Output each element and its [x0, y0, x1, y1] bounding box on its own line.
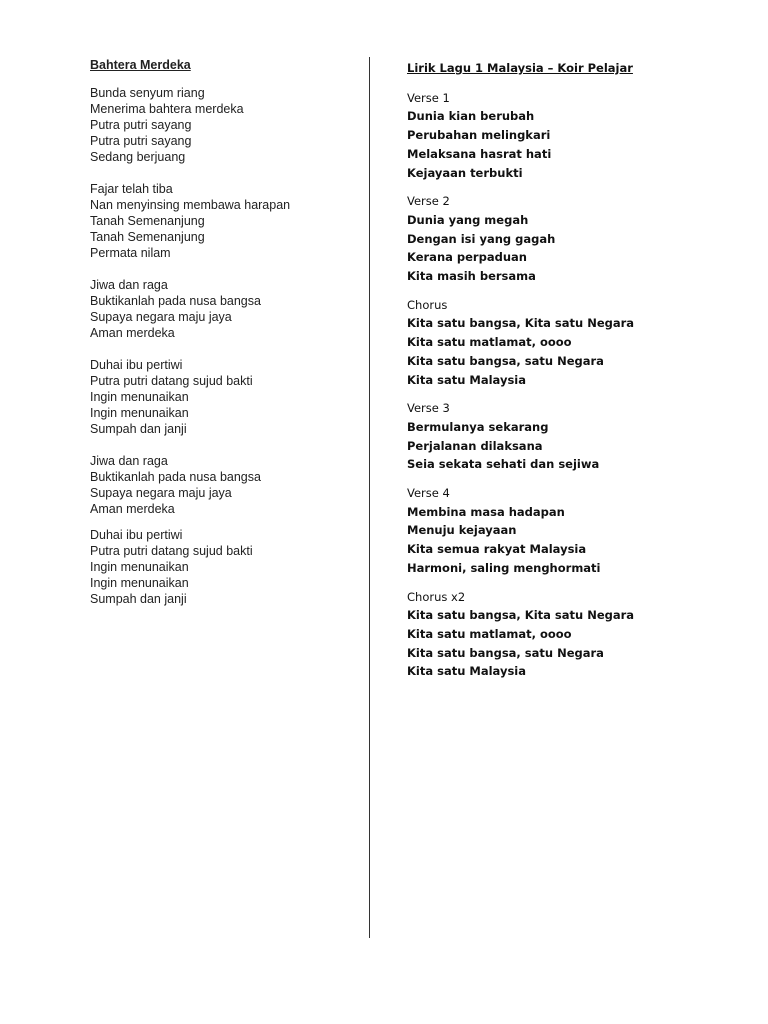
- lyric-line: Kerana perpaduan: [407, 250, 527, 265]
- lyric-line: Tanah Semenanjung: [90, 230, 205, 244]
- lyric-line: Permata nilam: [90, 246, 171, 260]
- verse-2-section: [407, 192, 747, 286]
- lyric-line: Aman merdeka: [90, 326, 175, 340]
- section-heading: Chorus: [407, 297, 448, 312]
- lyric-line: Dunia yang megah: [407, 212, 529, 227]
- lyric-line: Sumpah dan janji: [90, 422, 187, 436]
- lyric-line: Supaya negara maju jaya: [90, 486, 232, 500]
- lyric-line: Kita satu Malaysia: [407, 372, 527, 387]
- lyric-line: Kejayaan terbukti: [407, 165, 523, 180]
- lyric-line: Bermulanya sekarang: [407, 419, 549, 434]
- column-divider: [369, 57, 370, 938]
- section-heading: Verse 3: [407, 401, 450, 416]
- left-stanza-3: [90, 277, 360, 341]
- lyric-line: Kita satu matlamat, oooo: [407, 626, 572, 641]
- left-stanza-2: [90, 181, 360, 261]
- lyric-line: Duhai ibu pertiwi: [90, 358, 183, 372]
- lyric-line: Ingin menunaikan: [90, 576, 189, 590]
- lyric-line: Kita satu bangsa, satu Negara: [407, 353, 604, 368]
- lyric-line: Bunda senyum riang: [90, 86, 205, 100]
- lyric-line: Tanah Semenanjung: [90, 214, 205, 228]
- lyric-line: Dunia kian berubah: [407, 109, 535, 124]
- section-heading: Verse 2: [407, 194, 450, 209]
- lyric-line: Fajar telah tiba: [90, 182, 173, 196]
- lyric-line: Sedang berjuang: [90, 150, 186, 164]
- right-song-title: Lirik Lagu 1 Malaysia – Koir Pelajar: [407, 61, 633, 75]
- lyric-line: Ingin menunaikan: [90, 406, 189, 420]
- left-stanza-1: [90, 85, 360, 165]
- section-heading: Verse 1: [407, 90, 450, 105]
- verse-1-section: [407, 89, 747, 183]
- section-heading: Verse 4: [407, 486, 450, 501]
- left-song-title: Bahtera Merdeka: [90, 58, 191, 72]
- lyric-line: Kita semua rakyat Malaysia: [407, 542, 587, 557]
- lyric-line: Putra putri datang sujud bakti: [90, 374, 253, 388]
- verse-3-section: [407, 399, 747, 474]
- lyric-line: Seia sekata sehati dan sejiwa: [407, 457, 600, 472]
- lyric-line: Putra putri sayang: [90, 134, 192, 148]
- left-stanza-4: [90, 357, 360, 437]
- lyric-line: Supaya negara maju jaya: [90, 310, 232, 324]
- lyric-line: Menerima bahtera merdeka: [90, 102, 244, 116]
- lyric-line: Kita masih bersama: [407, 269, 536, 284]
- lyric-line: Aman merdeka: [90, 502, 175, 516]
- lyric-line: Kita satu matlamat, oooo: [407, 335, 572, 350]
- left-stanza-5: [90, 453, 360, 517]
- lyric-line: Melaksana hasrat hati: [407, 146, 552, 161]
- lyric-line: Nan menyinsing membawa harapan: [90, 198, 291, 212]
- lyric-line: Sumpah dan janji: [90, 592, 187, 606]
- chorus-x2-section: [407, 588, 747, 682]
- lyric-line: Ingin menunaikan: [90, 390, 189, 404]
- lyric-line: Membina masa hadapan: [407, 504, 565, 519]
- right-lyrics-column: [407, 59, 747, 691]
- lyric-line: Kita satu bangsa, Kita satu Negara: [407, 316, 635, 331]
- lyric-line: Menuju kejayaan: [407, 523, 517, 538]
- lyric-line: Buktikanlah pada nusa bangsa: [90, 294, 261, 308]
- chorus-section: [407, 296, 747, 390]
- lyric-line: Putra putri sayang: [90, 118, 192, 132]
- lyric-line: Buktikanlah pada nusa bangsa: [90, 470, 261, 484]
- lyric-line: Harmoni, saling menghormati: [407, 560, 601, 575]
- left-stanza-6: [90, 527, 360, 607]
- lyric-line: Dengan isi yang gagah: [407, 231, 556, 246]
- verse-4-section: [407, 484, 747, 578]
- lyric-line: Kita satu bangsa, Kita satu Negara: [407, 608, 635, 623]
- lyric-line: Kita satu Malaysia: [407, 664, 527, 679]
- lyric-line: Kita satu bangsa, satu Negara: [407, 645, 604, 660]
- lyric-line: Ingin menunaikan: [90, 560, 189, 574]
- lyric-line: Duhai ibu pertiwi: [90, 528, 183, 542]
- lyric-line: Jiwa dan raga: [90, 278, 168, 292]
- lyric-line: Perubahan melingkari: [407, 128, 551, 143]
- lyric-line: Putra putri datang sujud bakti: [90, 544, 253, 558]
- lyric-line: Jiwa dan raga: [90, 454, 168, 468]
- section-heading: Chorus x2: [407, 589, 466, 604]
- left-lyrics-column: [90, 57, 360, 623]
- lyric-line: Perjalanan dilaksana: [407, 438, 543, 453]
